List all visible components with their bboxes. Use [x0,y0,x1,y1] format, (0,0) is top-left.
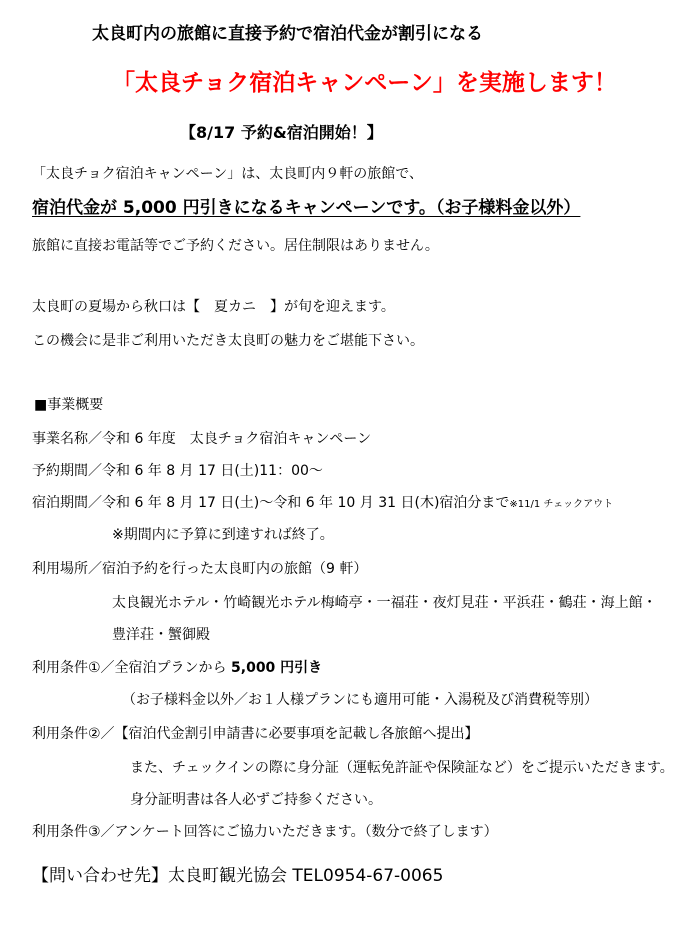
lead-text: 太良町内の旅館に直接予約で宿泊代金が割引になる [92,24,483,44]
intro-line-2: 旅館に直接お電話等でご予約ください。居住制限はありません。 [32,238,439,254]
overview-heading: ■事業概要 [34,397,104,413]
intro-line-1: 「太良チョク宿泊キャンペーン」は、太良町内９軒の旅館で、 [32,166,424,182]
condition-2: 利用条件②／【宿泊代金割引申請書に必要事項を記載し各旅館へ提出】 [32,726,479,742]
inn-list-line-2: 豊洋荘・蟹御殿 [112,627,210,643]
condition-2-note-2: 身分証明書は各人必ずご持参ください。 [130,792,382,808]
business-name: 事業名称／令和 6 年度 太良チョク宿泊キャンペーン [32,431,372,447]
start-notice: 【8/17 予約&宿泊開始！】 [180,123,383,142]
budget-note: ※期間内に予算に到達すれば終了。 [112,527,334,543]
condition-1-note: （お子様料金以外／お１人様プランにも適用可能・入湯税及び消費税等別） [122,692,598,708]
reservation-period: 予約期間／令和 6 年 8 月 17 日(土)11：00～ [32,463,323,479]
condition-2-note-1: また、チェックインの際に身分証（運転免許証や保険証など）をご提示いただきます。 [130,760,674,776]
condition-1 [32,660,322,677]
stay-period [32,495,613,512]
intro-line-4: この機会に是非ご利用いただき太良町の魅力をご堪能下さい。 [32,333,424,349]
usage-place: 利用場所／宿泊予約を行った太良町内の旅館（9 軒） [32,561,368,577]
inn-list-line-1: 太良観光ホテル・竹崎観光ホテル梅崎亭・一福荘・夜灯見荘・平浜荘・鶴荘・海上館・ [112,595,657,611]
discount-highlight: 宿泊代金が 5,000 円引きになるキャンペーンです。（お子様料金以外） [32,198,581,218]
intro-line-3: 太良町の夏場から秋口は【 夏カニ 】が旬を迎えます。 [32,299,395,315]
condition-3: 利用条件③／アンケート回答にご協力いただきます。（数分で終了します） [32,824,498,840]
stay-period-text: 宿泊期間／令和 6 年 8 月 17 日(土)～令和 6 年 10 月 31 日(木)宿泊分まで [32,495,510,511]
contact-info: 【問い合わせ先】太良町観光協会 TEL0954-67-0065 [32,866,444,886]
checkout-note: ※11/1 チェックアウト [509,499,614,510]
condition-1-discount: 5,000 円引き [231,660,323,676]
condition-1-text: 利用条件①／全宿泊プランから [32,660,232,676]
campaign-title: 「太良チョク宿泊キャンペーン」を実施します！ [112,70,617,96]
